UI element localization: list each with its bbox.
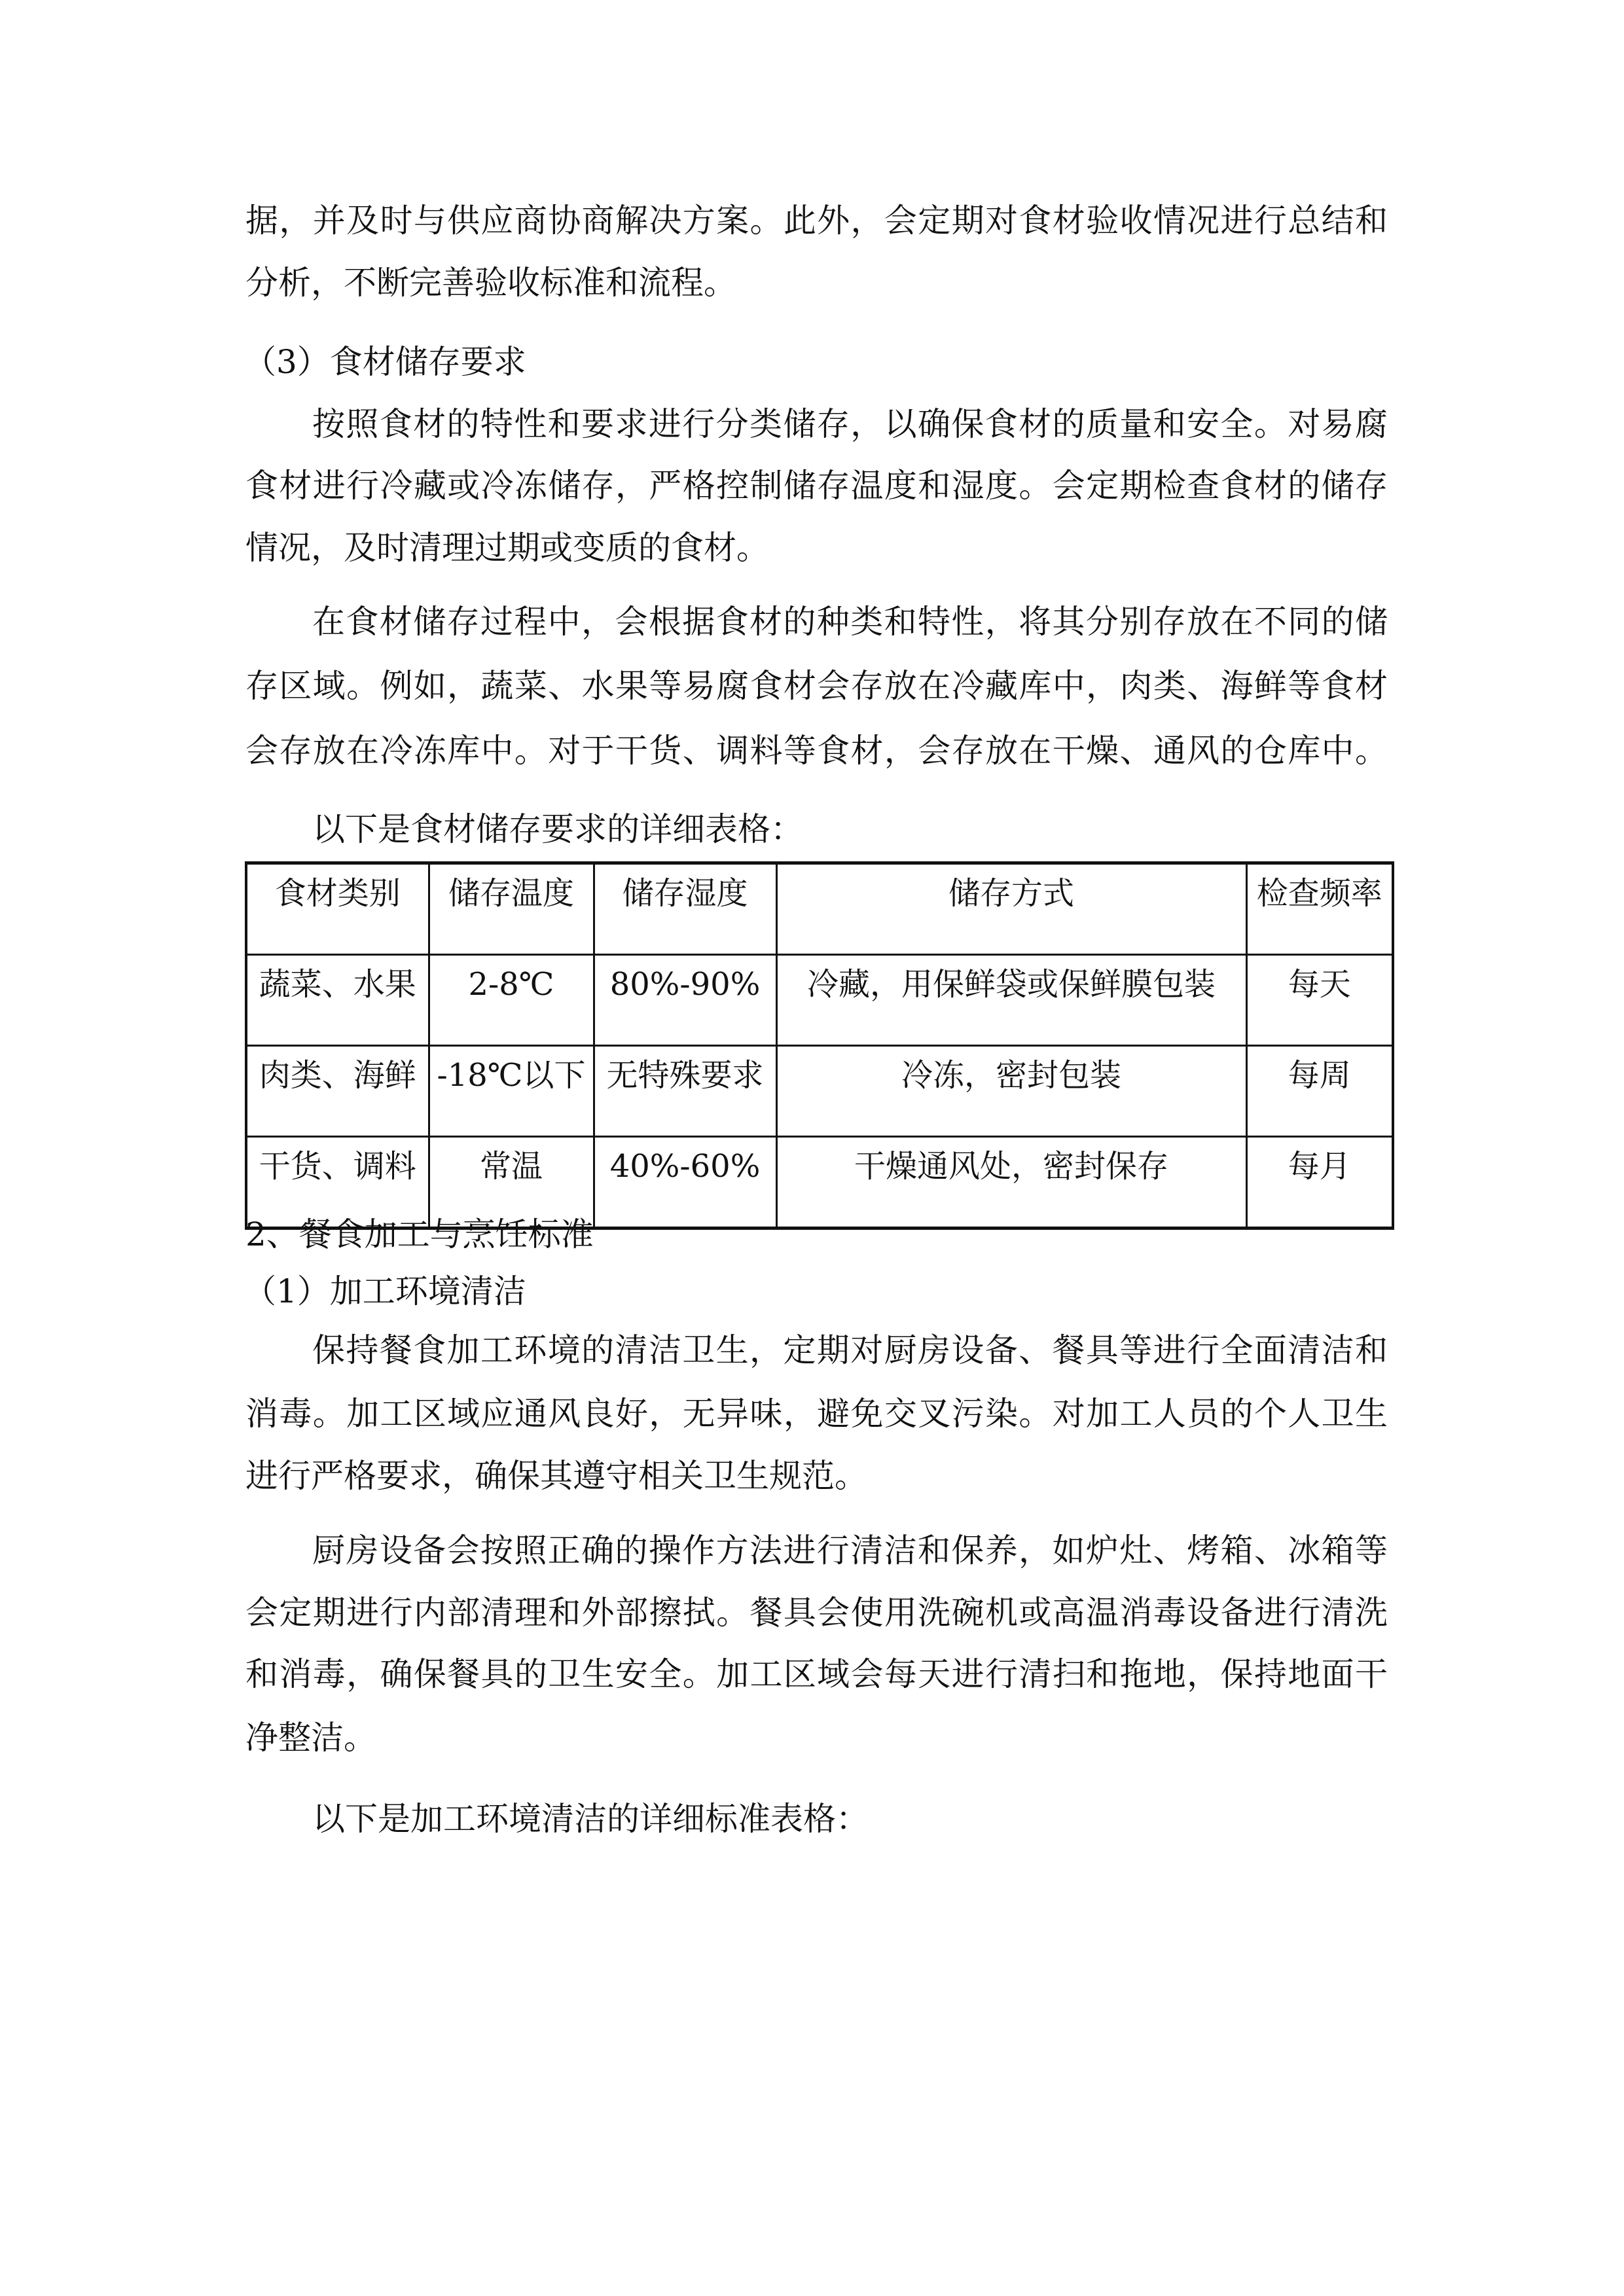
table-cell: 干货、调料: [246, 1137, 429, 1229]
table-cell: 常温: [429, 1137, 594, 1229]
paragraph-line: 净整洁。: [245, 1719, 376, 1757]
table-cell: 2-8℃: [429, 955, 594, 1046]
paragraph-line: 在食材储存过程中，会根据食材的种类和特性，将其分别存放在不同的储: [312, 603, 1388, 641]
header-cell: 储存温度: [429, 863, 594, 955]
header-cell: 食材类别: [246, 863, 429, 955]
table-header-row: [246, 863, 1393, 955]
table-cell: -18℃以下: [429, 1046, 594, 1137]
table-cell: 每天: [1246, 955, 1393, 1046]
table-cell: 干燥通风处，密封保存: [776, 1137, 1246, 1229]
section-heading: 2、餐食加工与烹饪标准: [245, 1215, 594, 1253]
paragraph-line: 进行严格要求，确保其遵守相关卫生规范。: [245, 1457, 867, 1495]
table-cell: 无特殊要求: [594, 1046, 776, 1137]
table-intro: 以下是加工环境清洁的详细标准表格：: [312, 1800, 869, 1838]
paragraph-line: 消毒。加工区域应通风良好，无异味，避免交叉污染。对加工人员的个人卫生: [245, 1395, 1388, 1433]
table-cell: 冷冻，密封包装: [776, 1046, 1246, 1137]
table-cell: 每周: [1246, 1046, 1393, 1137]
table-row: [246, 955, 1393, 1046]
table-row: [246, 1046, 1393, 1137]
header-cell: 储存方式: [776, 863, 1246, 955]
paragraph-line: 和消毒，确保餐具的卫生安全。加工区域会每天进行清扫和拖地，保持地面干: [245, 1655, 1388, 1693]
paragraph-line: 会存放在冷冻库中。对于干货、调料等食材，会存放在干燥、通风的仓库中。: [245, 732, 1388, 770]
table-cell: 每月: [1246, 1137, 1393, 1229]
header-cell: 储存湿度: [594, 863, 776, 955]
paragraph-line: 分析，不断完善验收标准和流程。: [245, 264, 736, 302]
subheading: （3）食材储存要求: [244, 343, 526, 381]
paragraph-line: 存区域。例如，蔬菜、水果等易腐食材会存放在冷藏库中，肉类、海鲜等食材: [245, 667, 1388, 705]
paragraph-line: 食材进行冷藏或冷冻储存，严格控制储存温度和湿度。会定期检查食材的储存: [245, 467, 1388, 505]
subheading: （1）加工环境清洁: [244, 1272, 526, 1310]
paragraph-line: 保持餐食加工环境的清洁卫生，定期对厨房设备、餐具等进行全面清洁和: [312, 1331, 1388, 1369]
paragraph-line: 厨房设备会按照正确的操作方法进行清洁和保养，如炉灶、烤箱、冰箱等: [312, 1532, 1388, 1570]
paragraph-line: 据，并及时与供应商协商解决方案。此外，会定期对食材验收情况进行总结和: [245, 202, 1388, 240]
header-cell: 检查频率: [1246, 863, 1393, 955]
storage-requirements-table: [245, 861, 1394, 1230]
table-intro: 以下是食材储存要求的详细表格：: [312, 810, 803, 848]
table-cell: 40%-60%: [594, 1137, 776, 1229]
table-cell: 蔬菜、水果: [246, 955, 429, 1046]
paragraph-line: 按照食材的特性和要求进行分类储存，以确保食材的质量和安全。对易腐: [312, 405, 1388, 443]
paragraph-line: 情况，及时清理过期或变质的食材。: [245, 529, 769, 567]
table-cell: 肉类、海鲜: [246, 1046, 429, 1137]
table-cell: 80%-90%: [594, 955, 776, 1046]
table-cell: 冷藏，用保鲜袋或保鲜膜包装: [776, 955, 1246, 1046]
paragraph-line: 会定期进行内部清理和外部擦拭。餐具会使用洗碗机或高温消毒设备进行清洗: [245, 1594, 1388, 1632]
